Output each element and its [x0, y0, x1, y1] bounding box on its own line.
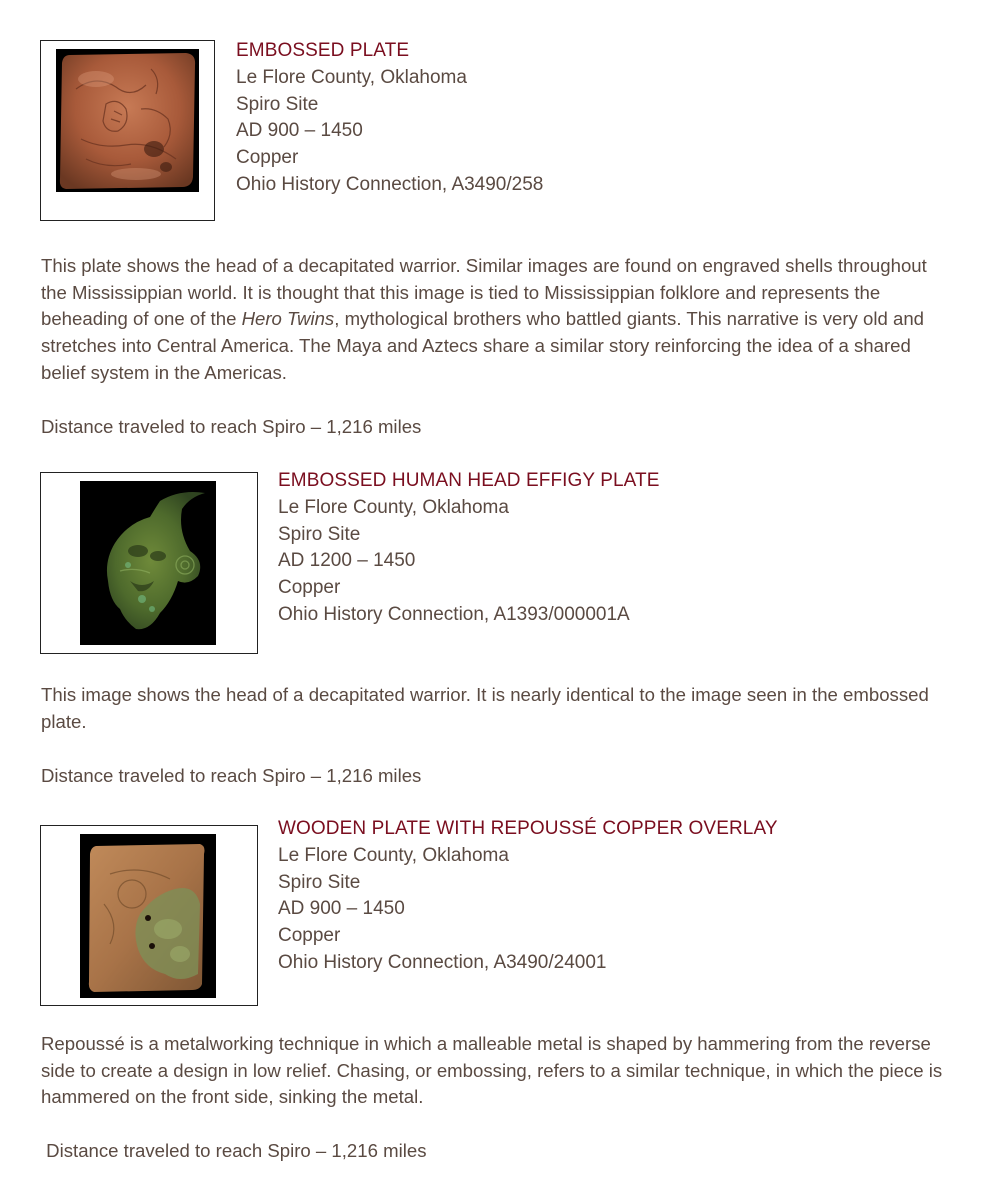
artifact-collection: Ohio History Connection, A1393/000001A [278, 603, 630, 625]
human-head-effigy-photo [80, 481, 216, 645]
artifact-date: AD 900 – 1450 [278, 898, 405, 920]
artifact-material: Copper [278, 577, 341, 599]
artifact-date: AD 900 – 1450 [236, 120, 363, 142]
distance-traveled: Distance traveled to reach Spiro – 1,216 miles [41, 416, 422, 437]
artifact-material: Copper [278, 925, 341, 947]
artifact-description: Repoussé is a metalworking technique in which a malleable metal is shaped by hammering from the reverse side to create a design in low relief. Chasing, or embossing, refers to a similar technique, in which the piece is hammered on the front side, sinking the metal. [41, 1033, 943, 1108]
description-text: This plate shows the head of a decapitated warrior. Similar images are found on engraved shells throughout the Mississippian world. It is thought that this image is tied to Mississippian folklore and represents the beheading of one of the [41, 255, 927, 330]
artifact-description: This image shows the head of a decapitated warrior. It is nearly identical to the image seen in the embossed plate. [41, 684, 929, 732]
embossed-copper-plate-photo [56, 49, 199, 192]
artifact-title: EMBOSSED PLATE [236, 40, 410, 61]
artifact-collection: Ohio History Connection, A3490/24001 [278, 951, 607, 973]
artifact-site: Spiro Site [278, 871, 361, 893]
artifact-date: AD 1200 – 1450 [278, 550, 416, 572]
artifact-metadata [236, 38, 543, 199]
artifact-description [41, 253, 951, 387]
artifact-county: Le Flore County, Oklahoma [278, 496, 509, 518]
artifact-metadata [278, 816, 778, 977]
artifact-site: Spiro Site [236, 93, 319, 115]
description-text: , mythological brothers who battled giants. This narrative is very old and stretches into Central America. The Maya and Aztecs share a similar story reinforcing the idea of a shared belief system in the Americas. [41, 308, 925, 383]
distance-traveled: Distance traveled to reach Spiro – 1,216 miles [41, 765, 422, 786]
artifact-title: EMBOSSED HUMAN HEAD EFFIGY PLATE [278, 470, 660, 491]
wooden-plate-copper-overlay-photo [80, 834, 216, 998]
distance-traveled: Distance traveled to reach Spiro – 1,216 miles [41, 1140, 427, 1161]
artifact-county: Le Flore County, Oklahoma [236, 66, 467, 88]
artifact-county: Le Flore County, Oklahoma [278, 844, 509, 866]
artifact-collection: Ohio History Connection, A3490/258 [236, 173, 544, 195]
artifact-metadata [278, 468, 660, 629]
artifact-site: Spiro Site [278, 523, 361, 545]
description-italic-term: Hero Twins [241, 308, 335, 330]
artifact-title: WOODEN PLATE WITH REPOUSSÉ COPPER OVERLAY [278, 818, 778, 839]
artifact-material: Copper [236, 147, 299, 169]
